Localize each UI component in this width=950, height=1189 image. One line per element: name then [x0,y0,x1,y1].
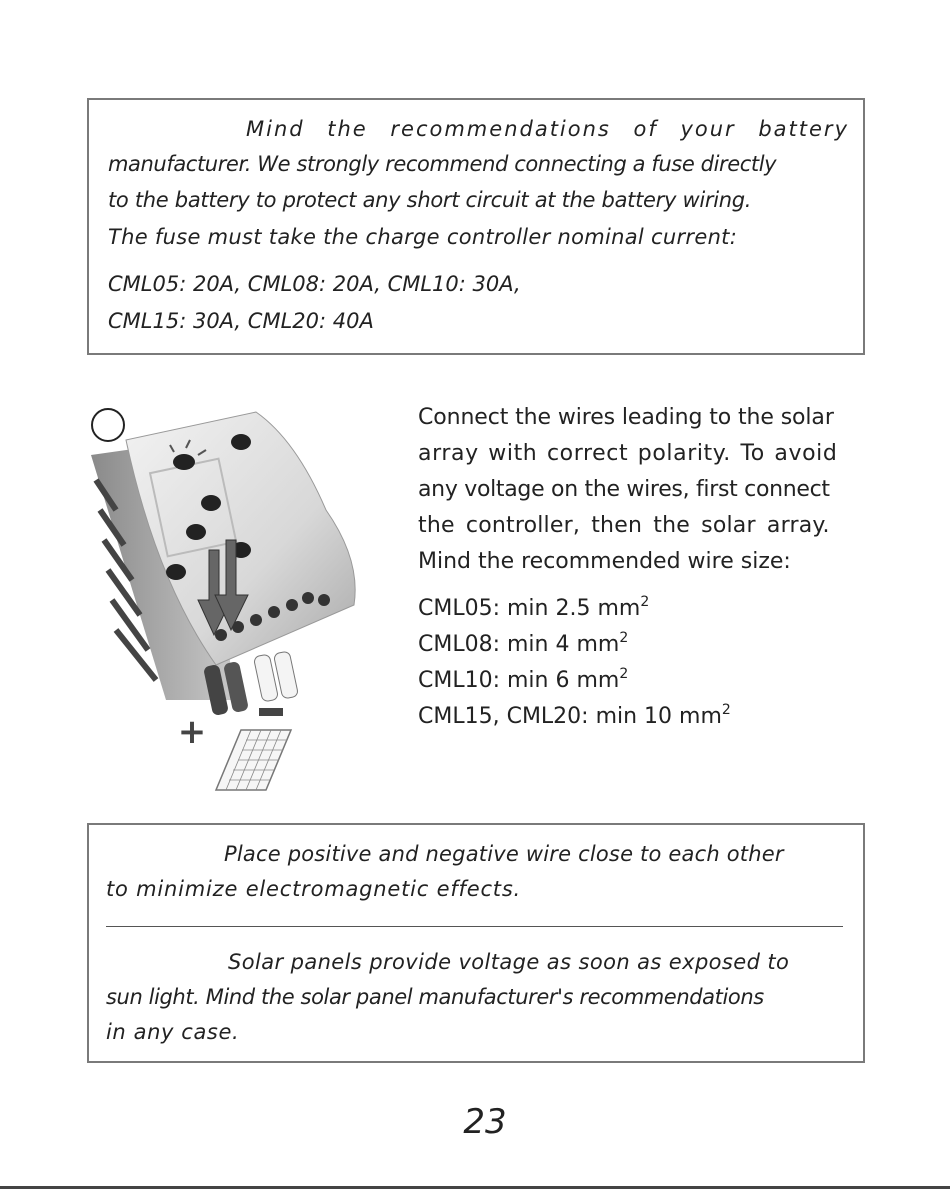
fuse-warning-line-1 [246,117,849,141]
page-number: 23 [463,1102,507,1142]
fuse-ratings-line-2: CML15: 30A, CML20: 40A [108,309,374,333]
plus-icon: + [177,712,207,752]
solar-panel-icon [216,730,291,790]
step-text-line-2: array with correct polarity. To avoid [418,441,838,466]
wiring-note-1-line-2: to minimize electromagnetic effects. [106,877,522,901]
step-text-line-1: Connect the wires leading to the solar [418,405,834,430]
wire-size-item [418,704,731,729]
wiring-note-2-line-1: Solar panels provide voltage as soon as exposed to [228,950,790,974]
fuse-warning-line-3: to the battery to protect any short circuit at the battery wiring. [108,188,752,212]
step-text-line-3: any voltage on the wires, first connect [418,477,830,502]
wire-size-item [418,632,628,657]
step-text-line-5: Mind the recommended wire size: [418,549,791,574]
wiring-note-2-line-2: sun light. Mind the solar panel manufacturer's recommendations [106,985,764,1009]
controller-wiring-illustration [86,400,376,800]
wire-size-item [418,596,649,621]
wire-size-sup: 2 [640,594,650,610]
fuse-ratings-line-1: CML05: 20A, CML08: 20A, CML10: 30A, [108,272,521,296]
wire-size-text: CML08: min 4 mm [418,632,620,657]
wiring-note-1-line-1: Place positive and negative wire close to each other [224,842,784,866]
step-circle-icon [92,409,124,441]
wire-size-item [418,668,628,693]
step-text-line-4: the controller, then the solar array. [418,513,830,538]
wire-size-text: CML10: min 6 mm [418,668,620,693]
wire-size-text: CML05: min 2.5 mm [418,596,641,621]
fuse-warning-line-4: The fuse must take the charge controller nominal current: [108,225,738,249]
wire-size-sup: 2 [619,630,629,646]
wire-size-text: CML15, CML20: min 10 mm [418,704,722,729]
minus-icon [259,708,283,716]
notes-divider [106,926,843,927]
wire-size-sup: 2 [619,666,629,682]
wire-size-sup: 2 [721,702,731,718]
fuse-warning-line-1-text: Mind the recommendations of your battery [246,117,849,141]
wiring-note-2-line-3: in any case. [106,1020,240,1044]
fuse-warning-line-2: manufacturer. We strongly recommend connecting a fuse directly [108,152,777,176]
